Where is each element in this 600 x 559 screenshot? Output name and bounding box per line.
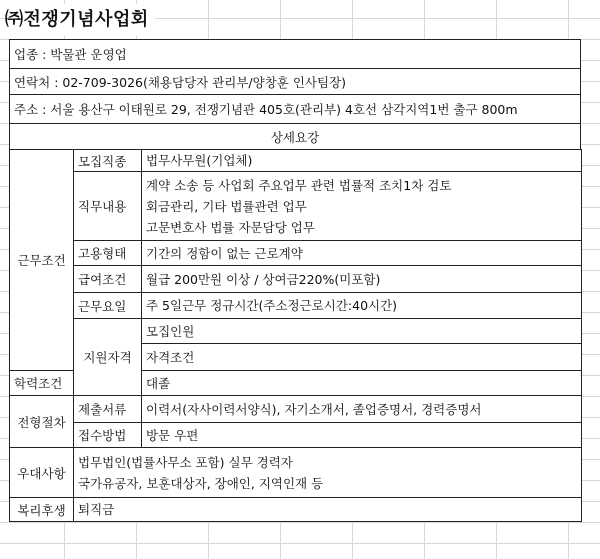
value-line: 기간의 정함이 없는 근로계약 — [146, 245, 303, 261]
value-line: 법무법인(법률사무소 포함) 실무 경력자 — [78, 454, 293, 470]
value-line: 법무사무원(기업체) — [146, 153, 253, 168]
label-cell[interactable]: 학력조건 — [10, 371, 74, 396]
value-line: 대졸 — [146, 375, 171, 391]
table-row — [10, 423, 582, 448]
value-cell[interactable] — [142, 371, 582, 396]
category-cell[interactable]: 우대사항 — [10, 448, 74, 498]
value-line: 주 5일근무 정규시간(주소정근로시간:40시간) — [146, 298, 398, 313]
value-line: 고문변호사 법률 자문담당 업무 — [146, 219, 315, 235]
value-cell[interactable] — [74, 498, 582, 522]
value-line: 월급 200만원 이상 / 상여금220%(미포함) — [146, 271, 381, 287]
label-cell[interactable]: 모집직종 — [74, 150, 142, 172]
contact-cell[interactable]: 연락처 : 02-709-3026(채용담당자 관리부/양창훈 인사팀장) — [9, 68, 581, 95]
table-row — [10, 293, 582, 319]
label-cell[interactable]: 제출서류 — [74, 396, 142, 423]
company-title: ㈜전쟁기념사업회 — [5, 4, 155, 36]
table-row — [10, 448, 582, 498]
address-cell[interactable]: 주소 : 서울 용산구 이태원로 29, 전쟁기념관 405호(관리부) 4호선 삼각지역1번 출구 800m — [9, 94, 581, 124]
value-line: 회금관리, 기타 법률관련 업무 — [146, 198, 307, 214]
industry-cell[interactable]: 업종 : 박물관 운영업 — [9, 39, 581, 69]
value-cell[interactable] — [142, 241, 582, 266]
label-cell[interactable]: 자격조건 — [142, 344, 582, 371]
table-row — [10, 241, 582, 266]
value-cell[interactable] — [142, 423, 582, 448]
value-cell[interactable] — [142, 150, 582, 172]
label-cell[interactable]: 직무내용 — [74, 172, 142, 241]
detail-table — [9, 149, 582, 522]
value-line: 국가유공자, 보훈대상자, 장애인, 지역인재 등 — [78, 475, 324, 491]
label-cell[interactable]: 급여조건 — [74, 266, 142, 293]
table-row — [10, 172, 582, 241]
table-row — [10, 396, 582, 423]
category-cell[interactable]: 전형절차 — [10, 396, 74, 448]
value-line: 방문 우편 — [146, 427, 199, 443]
value-cell[interactable] — [142, 293, 582, 319]
table-row — [10, 498, 582, 522]
value-cell[interactable] — [74, 448, 582, 498]
category-cell[interactable]: 지원자격 — [74, 319, 142, 396]
value-cell[interactable] — [142, 396, 582, 423]
table-row — [10, 266, 582, 293]
label-cell[interactable]: 접수방법 — [74, 423, 142, 448]
category-cell[interactable]: 복리후생 — [10, 498, 74, 522]
label-cell[interactable]: 모집인원 — [142, 319, 582, 344]
value-cell[interactable] — [142, 266, 582, 293]
value-cell[interactable] — [142, 172, 582, 241]
section-header-cell[interactable]: 상세요강 — [9, 123, 581, 150]
label-cell[interactable]: 근무요일 — [74, 293, 142, 319]
category-cell[interactable]: 근무조건 — [10, 150, 74, 371]
table-row — [10, 150, 582, 172]
value-line: 이력서(자사이력서양식), 자기소개서, 졸업증명서, 경력증명서 — [146, 401, 482, 417]
table-row — [10, 319, 582, 344]
value-line: 계약 소송 등 사업회 주요업무 관련 법률적 조치1차 검토 — [146, 177, 452, 193]
value-line: 퇴직금 — [78, 502, 115, 517]
label-cell[interactable]: 고용형태 — [74, 241, 142, 266]
